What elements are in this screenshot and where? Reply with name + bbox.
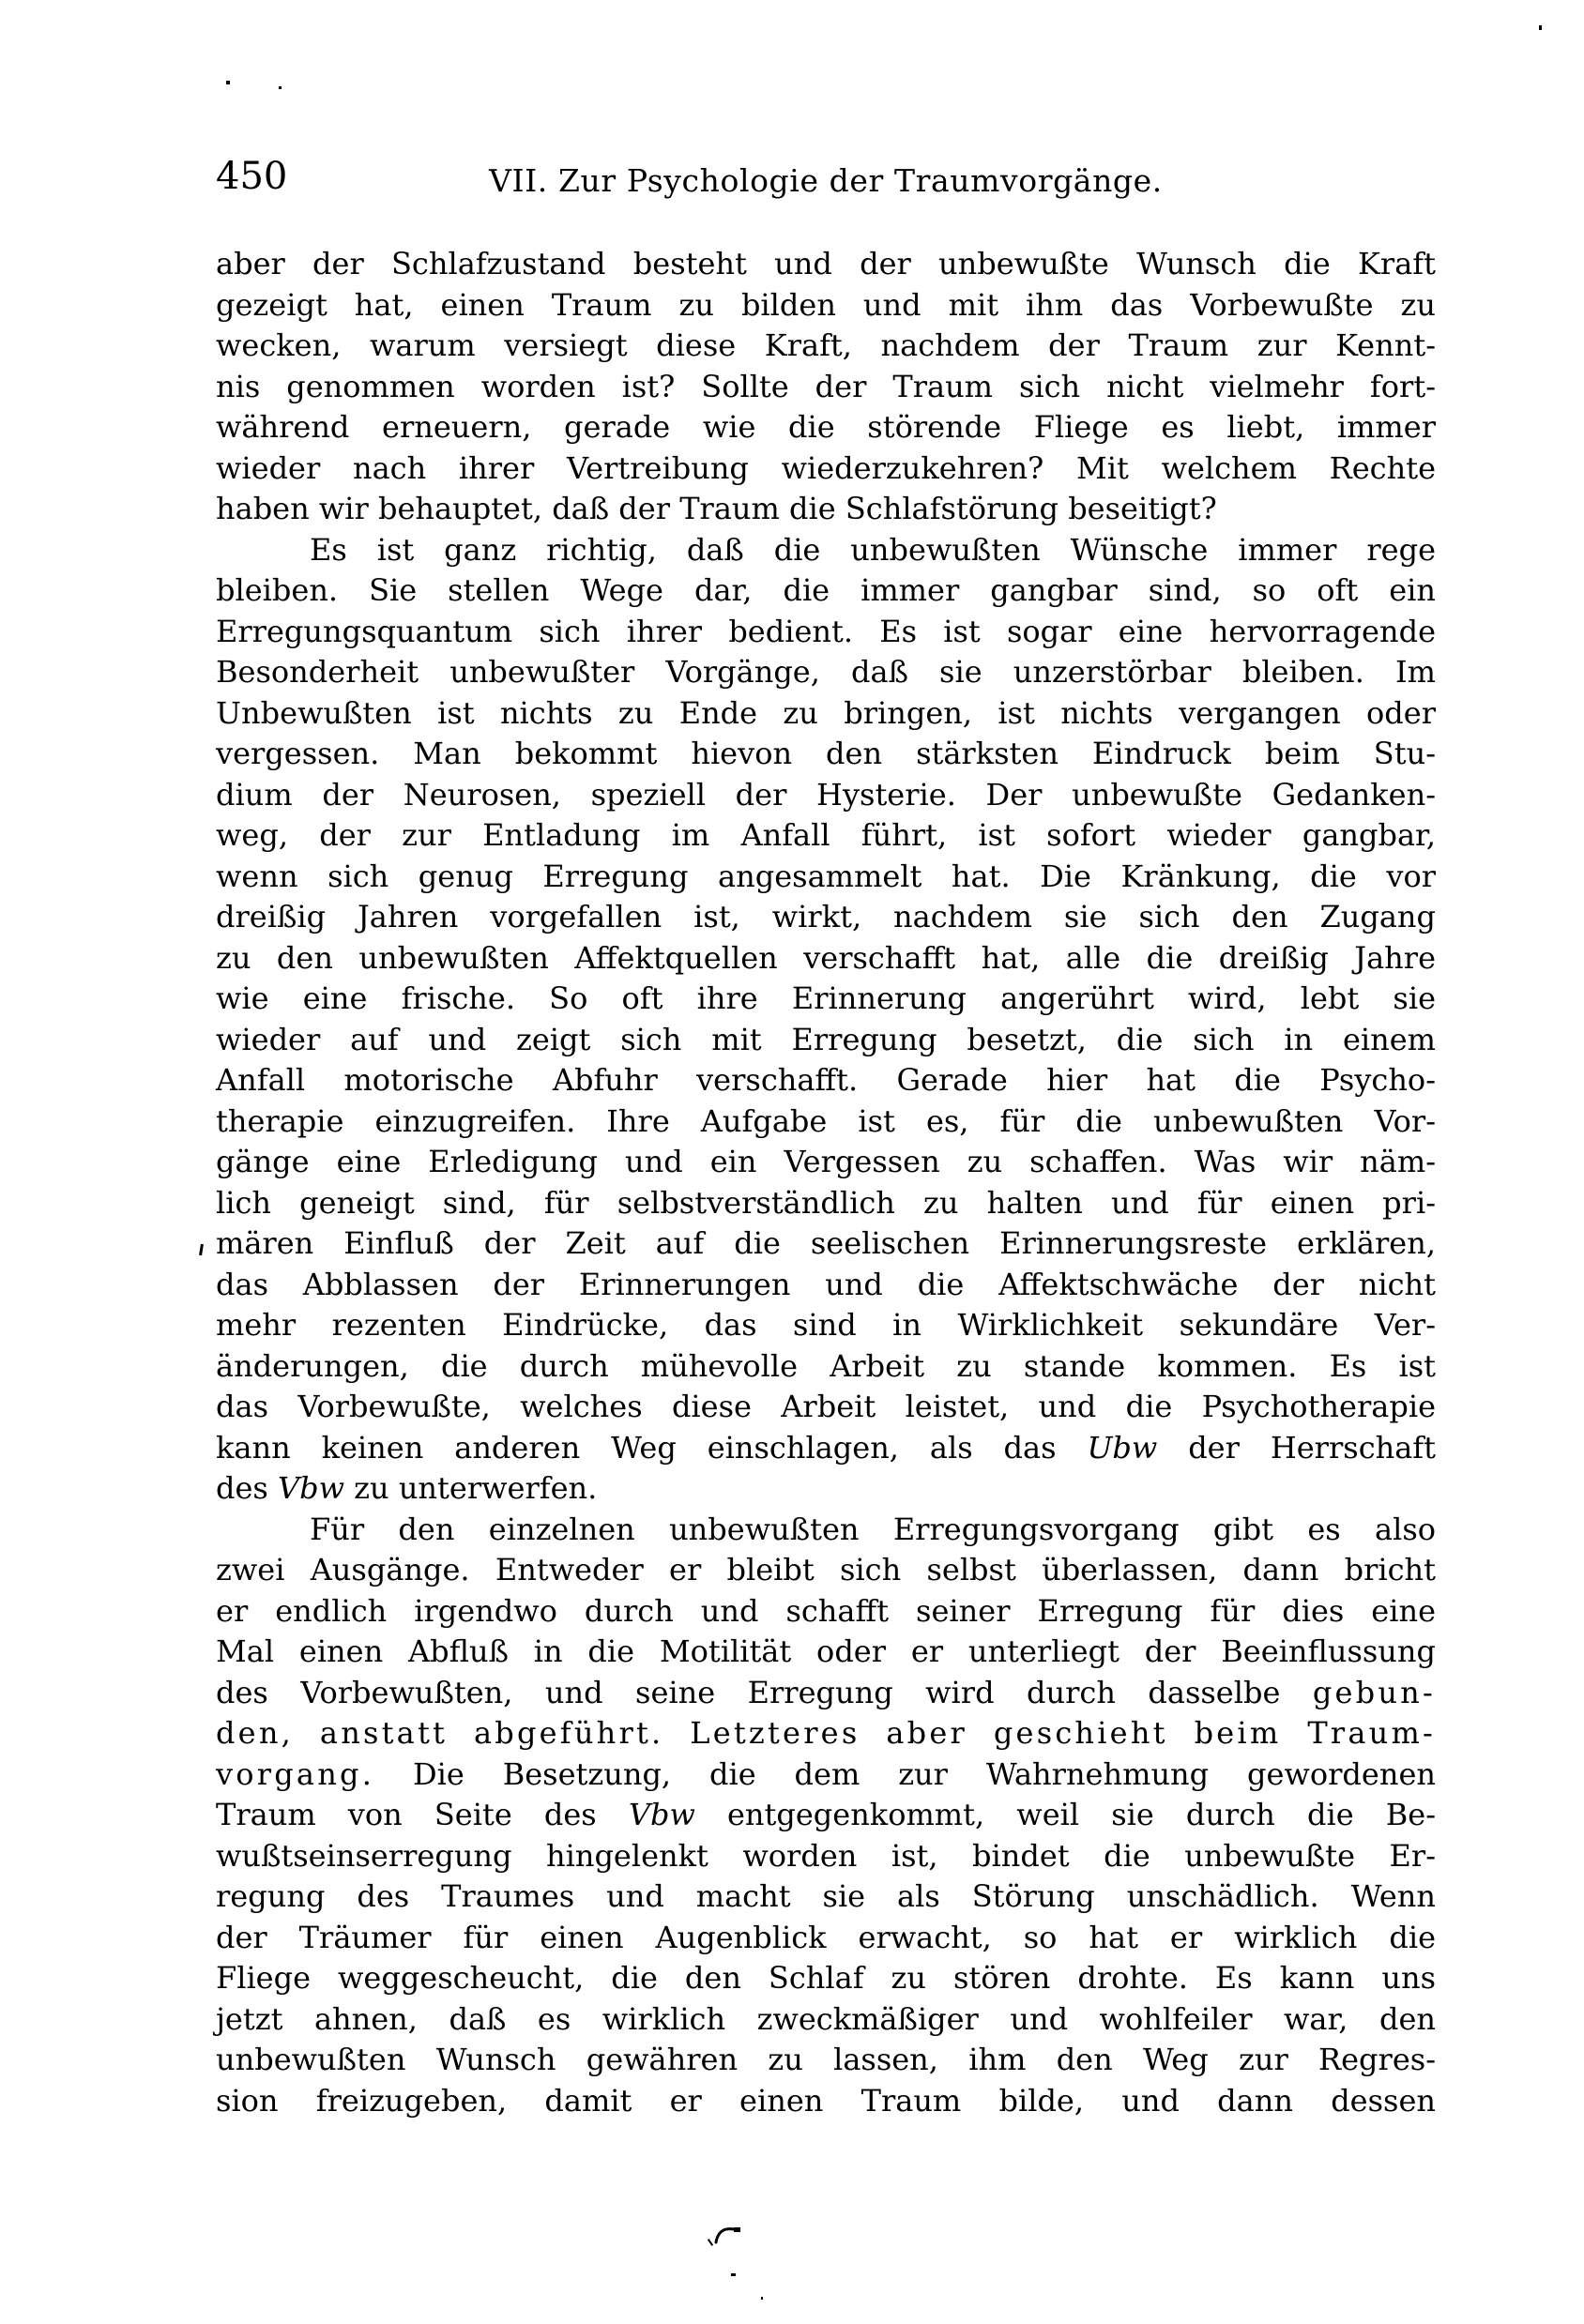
text-line bbox=[216, 2040, 1436, 2081]
text-line bbox=[216, 1918, 1436, 1959]
text-line bbox=[216, 1754, 1436, 1796]
text-segment: gezeigt hat, einen Traum zu bilden und mit ihm das Vorbewußte zu bbox=[216, 286, 1436, 323]
text-line bbox=[216, 1468, 1436, 1510]
scan-ink-mark bbox=[713, 2224, 743, 2248]
text-segment: Traum von Seite des bbox=[216, 1797, 629, 1832]
text-segment: Für den einzelnen unbewußten Erregungsvorgang gibt es also bbox=[310, 1511, 1436, 1547]
text-segment: wecken, warum versiegt diese Kraft, nachdem der Traum zur Kennt- bbox=[216, 327, 1436, 363]
text-line bbox=[216, 612, 1436, 653]
text-line bbox=[216, 1999, 1436, 2041]
scan-speck bbox=[226, 81, 230, 84]
text-line bbox=[216, 285, 1436, 327]
text-line bbox=[216, 407, 1436, 448]
text-segment: wieder nach ihrer Vertreibung wiederzukehren? Mit welchem Rechte bbox=[216, 449, 1436, 486]
text-segment: nis genommen worden ist? Sollte der Traum sich nicht vielmehr fort- bbox=[216, 368, 1436, 404]
text-line bbox=[216, 530, 1436, 571]
text-line bbox=[216, 1550, 1436, 1591]
text-segment: das Vorbewußte, welches diese Arbeit leistet, und die Psychotherapie bbox=[216, 1389, 1436, 1424]
text-segment: der Träumer für einen Augenblick erwacht, so hat er wirklich die bbox=[216, 1919, 1436, 1955]
text-line bbox=[216, 1346, 1436, 1388]
text-line bbox=[216, 734, 1436, 775]
text-segment: Die Besetzung, die dem zur Wahrnehmung gewordenen bbox=[374, 1755, 1436, 1792]
text-line bbox=[216, 1101, 1436, 1143]
text-segment: entgegenkommt, weil sie durch die Be- bbox=[694, 1797, 1437, 1832]
text-segment: regung des Traumes und macht sie als Störung unschädlich. Wenn bbox=[216, 1878, 1436, 1914]
text-segment: wieder auf und zeigt sich mit Erregung besetzt, die sich in einem bbox=[216, 1021, 1436, 1057]
text-block bbox=[216, 244, 1436, 2121]
text-segment: Unbewußten ist nichts zu Ende zu bringen, ist nichts vergangen oder bbox=[216, 694, 1436, 731]
text-segment: sion freizugeben, damit er einen Traum bilde, und dann dessen bbox=[216, 2082, 1436, 2119]
text-line bbox=[216, 1591, 1436, 1633]
italic-term: Vbw bbox=[628, 1797, 695, 1832]
emphasized-spaced-text: vorgang. bbox=[216, 1755, 375, 1792]
text-line bbox=[216, 857, 1436, 898]
text-segment: jetzt ahnen, daß es wirklich zweckmäßiger und wohlfeiler war, den bbox=[216, 2000, 1436, 2037]
text-line bbox=[216, 1673, 1436, 1714]
text-segment: unbewußten Wunsch gewähren zu lassen, ihm den Weg zur Regres- bbox=[216, 2042, 1436, 2077]
scan-speck bbox=[199, 1244, 204, 1255]
text-line bbox=[216, 979, 1436, 1020]
text-segment: zwei Ausgänge. Entweder er bleibt sich selbst überlassen, dann bricht bbox=[216, 1552, 1436, 1587]
emphasized-spaced-text: gebun- bbox=[1312, 1674, 1436, 1710]
text-segment: dium der Neurosen, speziell der Hysterie. Der unbewußte Gedanken- bbox=[216, 776, 1436, 813]
text-segment: des Vorbewußten, und seine Erregung wird durch dasselbe bbox=[216, 1674, 1313, 1710]
text-segment: änderungen, die durch mühevolle Arbeit zu stande kommen. Es ist bbox=[216, 1347, 1436, 1384]
text-segment: während erneuern, gerade wie die störende Fliege es liebt, immer bbox=[216, 409, 1436, 445]
text-segment: gänge eine Erledigung und ein Vergessen zu schaffen. Was wir näm- bbox=[216, 1144, 1436, 1179]
text-line bbox=[216, 1428, 1436, 1469]
text-segment: Mal einen Abfluß in die Motilität oder er unterliegt der Beeinflussung bbox=[216, 1633, 1436, 1669]
scan-speck bbox=[1539, 25, 1542, 30]
text-segment: Besonderheit unbewußter Vorgänge, daß sie unzerstörbar bleiben. Im bbox=[216, 654, 1436, 690]
text-segment: des bbox=[216, 1470, 279, 1506]
text-line bbox=[216, 1142, 1436, 1183]
text-line bbox=[216, 1795, 1436, 1836]
italic-term: Ubw bbox=[1087, 1429, 1158, 1466]
text-line bbox=[216, 1387, 1436, 1428]
text-segment: mären Einfluß der Zeit auf die seelischen Erinnerungsreste erklären, bbox=[216, 1225, 1436, 1261]
text-segment: Fliege weggescheucht, die den Schlaf zu stören drohte. Es kann uns bbox=[216, 1960, 1436, 1996]
text-segment: Anfall motorische Abfuhr verschafft. Gerade hier hat die Psycho- bbox=[216, 1062, 1436, 1098]
text-line bbox=[216, 448, 1436, 490]
emphasized-spaced-text: den, anstatt abgeführt. Letzteres aber geschieht beim Traum- bbox=[216, 1715, 1436, 1751]
text-line bbox=[216, 693, 1436, 735]
text-line bbox=[216, 1713, 1436, 1754]
text-segment: dreißig Jahren vorgefallen ist, wirkt, nachdem sie sich den Zugang bbox=[216, 899, 1436, 934]
text-line bbox=[216, 1060, 1436, 1101]
text-segment: wenn sich genug Erregung angesammelt hat. Die Kränkung, die vor bbox=[216, 858, 1436, 894]
text-line bbox=[216, 1836, 1436, 1877]
text-segment: aber der Schlafzustand besteht und der unbewußte Wunsch die Kraft bbox=[216, 246, 1436, 281]
text-line bbox=[216, 938, 1436, 980]
text-segment: er endlich irgendwo durch und schafft seiner Erregung für dies eine bbox=[216, 1592, 1436, 1629]
text-segment: lich geneigt sind, für selbstverständlich zu halten und für einen pri- bbox=[216, 1184, 1436, 1221]
text-line bbox=[216, 489, 1436, 530]
text-line bbox=[216, 1632, 1436, 1673]
text-segment: der Herrschaft bbox=[1157, 1429, 1437, 1466]
italic-term: Vbw bbox=[278, 1470, 344, 1506]
text-segment: vergessen. Man bekommt hievon den stärksten Eindruck beim Stu- bbox=[216, 736, 1436, 771]
text-line bbox=[216, 1020, 1436, 1061]
text-segment: Es ist ganz richtig, daß die unbewußten Wünsche immer rege bbox=[310, 531, 1436, 568]
text-line bbox=[216, 2081, 1436, 2122]
text-segment: weg, der zur Entladung im Anfall führt, ist sofort wieder gangbar, bbox=[216, 817, 1436, 853]
page-number: 450 bbox=[216, 155, 288, 198]
text-segment: Erregungsquantum sich ihrer bedient. Es ist sogar eine hervorragende bbox=[216, 613, 1436, 649]
text-line bbox=[216, 815, 1436, 857]
text-line bbox=[216, 1305, 1436, 1346]
text-line bbox=[216, 367, 1436, 408]
text-segment: das Abblassen der Erinnerungen und die Affektschwäche der nicht bbox=[216, 1266, 1436, 1302]
text-segment: kann keinen anderen Weg einschlagen, als das bbox=[216, 1429, 1088, 1466]
text-line bbox=[216, 570, 1436, 612]
text-segment: zu den unbewußten Affektquellen verschafft hat, alle die dreißig Jahre bbox=[216, 939, 1436, 976]
text-line bbox=[216, 326, 1436, 367]
text-segment: bleiben. Sie stellen Wege dar, die immer gangbar sind, so oft ein bbox=[216, 572, 1436, 608]
text-line bbox=[216, 244, 1436, 285]
text-line bbox=[216, 897, 1436, 938]
text-line bbox=[216, 1876, 1436, 1918]
text-line bbox=[216, 1223, 1436, 1265]
text-line bbox=[216, 652, 1436, 693]
text-segment: therapie einzugreifen. Ihre Aufgabe ist es, für die unbewußten Vor- bbox=[216, 1102, 1436, 1139]
text-line bbox=[216, 775, 1436, 816]
text-segment: wußtseinserregung hingelenkt worden ist, bindet die unbewußte Er- bbox=[216, 1837, 1436, 1874]
text-line bbox=[216, 1510, 1436, 1551]
running-header-title: VII. Zur Psychologie der Traumvorgänge. bbox=[489, 162, 1163, 199]
text-segment: zu unterwerfen. bbox=[344, 1470, 598, 1506]
text-segment: haben wir behauptet, daß der Traum die Schlafstörung beseitigt? bbox=[216, 491, 1217, 526]
text-segment: wie eine frische. So oft ihre Erinnerung angerührt wird, lebt sie bbox=[216, 980, 1436, 1016]
text-line bbox=[216, 1265, 1436, 1306]
text-line bbox=[216, 1183, 1436, 1224]
text-line bbox=[216, 1958, 1436, 1999]
text-segment: mehr rezenten Eindrücke, das sind in Wirklichkeit sekundäre Ver- bbox=[216, 1307, 1436, 1343]
scan-speck bbox=[761, 2297, 763, 2300]
scan-speck bbox=[279, 86, 282, 89]
scan-speck bbox=[731, 2273, 736, 2276]
